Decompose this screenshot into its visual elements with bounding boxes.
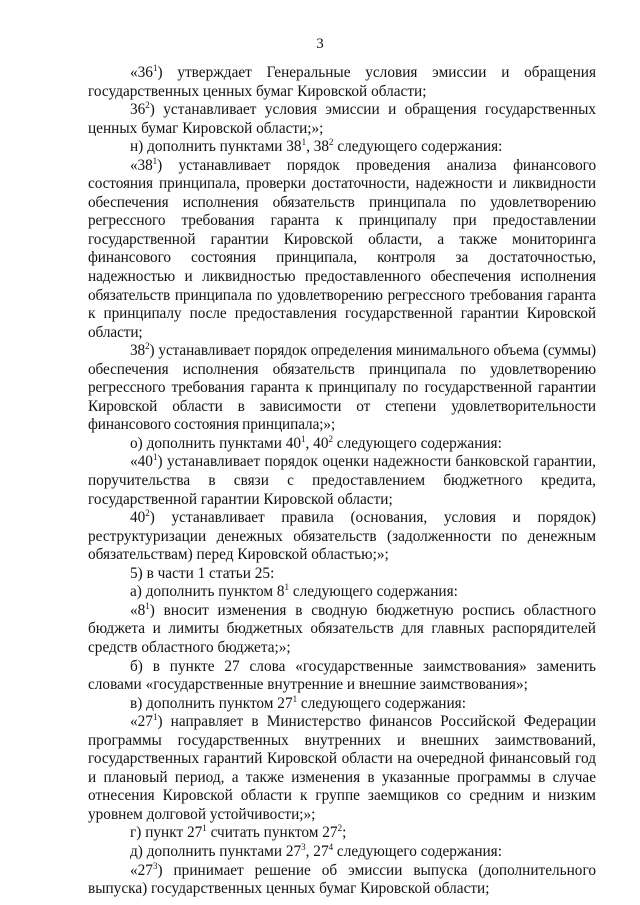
text-run: ) устанавливает порядок проведения анализа финансового состояния принципала, проверки достаточности, надежности и ликвидности обеспечения исполнения обязательств принципала по удовлетворению регрессного требования гаранта к принципалу при предоставлении государственной гарантии Кировской области, а также мониторинга финансового состояния принципала, контроля за достаточностью, надежностью и ликвидностью предоставленного обеспечения исполнения обязательств принципала по удовлетворению регрессного требования гаранта к принципалу после предоставления государственной гарантии Кировской области; — [88, 156, 596, 341]
text-run: , 38 — [306, 138, 330, 156]
superscript: 1 — [284, 582, 290, 593]
superscript: 2 — [337, 823, 343, 834]
text-run: ) принимает решение об эмиссии выпуска (дополнительного выпуска) государственных ценных бумаг Кировской области; — [88, 861, 596, 898]
paragraph — [88, 658, 596, 695]
superscript: 3 — [152, 860, 158, 871]
text-run: «36 — [130, 64, 153, 81]
superscript: 3 — [301, 841, 306, 852]
text-run: следующего содержания: — [333, 842, 502, 860]
text-run: «27 — [130, 861, 153, 879]
text-run: «8 — [130, 601, 146, 619]
paragraph — [88, 602, 596, 658]
paragraph — [88, 342, 596, 435]
text-run: следующего содержания: — [333, 138, 503, 156]
text-run: 38 — [130, 342, 146, 360]
paragraph — [88, 862, 596, 899]
text-run: г) пункт 27 — [130, 824, 203, 842]
superscript: 2 — [145, 100, 150, 111]
paragraph — [88, 843, 596, 862]
superscript: 2 — [145, 508, 150, 519]
paragraph — [88, 157, 596, 342]
text-run: б) в пункте 27 слова «государственные заимствования» заменить словами «государственные внутренние и внешние заимствования»; — [88, 657, 596, 694]
text-run: «40 — [130, 453, 153, 471]
text-run: 36 — [130, 101, 146, 119]
text-run: а) дополнить пунктом 8 — [130, 583, 285, 601]
text-run: ) утверждает Генеральные условия эмиссии и обращения государственных ценных бумаг Кировской области; — [88, 64, 596, 100]
paragraph — [88, 824, 596, 843]
paragraph — [88, 583, 596, 602]
text-run: ) направляет в Министерство финансов Российской Федерации программы государственных внутренних и внешних заимствований, государственных гарантий Кировской области на очередной финансовый год и плановый период, а также изменения в указанные программы в случае отнесения Кировской области к группе заемщиков со средним и низким уровнем долговой устойчивости;»; — [88, 713, 596, 823]
superscript: 1 — [292, 693, 298, 704]
text-run: о) дополнить пунктами 40 — [130, 434, 302, 452]
text-run: ) устанавливает условия эмиссии и обращения государственных ценных бумаг Кировской области;»; — [88, 101, 596, 137]
superscript: 1 — [145, 600, 150, 611]
superscript: 2 — [329, 137, 334, 148]
text-run: «27 — [130, 713, 153, 731]
text-run: следующего содержания: — [289, 583, 458, 601]
paragraph — [88, 138, 596, 157]
paragraph — [88, 713, 596, 824]
text-run: «38 — [130, 156, 153, 174]
superscript: 1 — [152, 712, 158, 723]
text-run: 40 — [130, 509, 146, 527]
text-run: , 27 — [305, 842, 329, 860]
text-run: ) устанавливает порядок оценки надежности банковской гарантии, поручительства в связи с предоставлением бюджетного кредита, государственной гарантии Кировской области; — [88, 453, 596, 508]
superscript: 1 — [301, 433, 306, 444]
text-run: ) устанавливает правила (основания, условия и порядок) реструктуризации денежных обязательств (задолженности по денежным обязательствам) перед Кировской областью;»; — [88, 509, 596, 564]
superscript: 1 — [202, 823, 207, 834]
text-run: ) устанавливает порядок определения минимального объема (суммы) обеспечения исполнения обязательств принципала по удовлетворению регрессного требования гаранта к принципалу по государственной гарантии Кировской области в зависимости от степени удовлетворительности финансового состояния принципала;»; — [88, 342, 596, 434]
paragraph — [88, 509, 596, 565]
text-run: ; — [342, 824, 347, 842]
superscript: 2 — [145, 341, 150, 352]
text-run: д) дополнить пунктами 27 — [130, 842, 302, 860]
text-run: в) дополнить пунктом 27 — [130, 694, 293, 712]
paragraph — [88, 453, 596, 509]
superscript: 1 — [152, 63, 158, 73]
paragraph — [88, 435, 596, 454]
paragraph — [88, 64, 596, 101]
paragraph — [88, 101, 596, 138]
superscript: 1 — [152, 155, 158, 166]
superscript: 1 — [152, 452, 158, 463]
document-body — [88, 64, 596, 899]
text-run: следующего содержания: — [297, 694, 466, 712]
text-run: н) дополнить пунктами 38 — [130, 138, 302, 156]
superscript: 4 — [328, 841, 334, 852]
superscript: 2 — [328, 433, 333, 444]
text-run: 5) в части 1 статьи 25: — [130, 564, 275, 582]
superscript: 1 — [301, 137, 307, 148]
paragraph — [88, 565, 596, 584]
text-run: ) вносит изменения в сводную бюджетную роспись областного бюджета и лимиты бюджетных обязательств для главных распорядителей средств областного бюджета;»; — [88, 601, 596, 656]
paragraph — [88, 695, 596, 714]
text-run: считать пунктом 27 — [206, 824, 338, 842]
page-number: 3 — [316, 36, 324, 52]
text-run: , 40 — [305, 434, 329, 452]
text-run: следующего содержания: — [332, 434, 502, 452]
